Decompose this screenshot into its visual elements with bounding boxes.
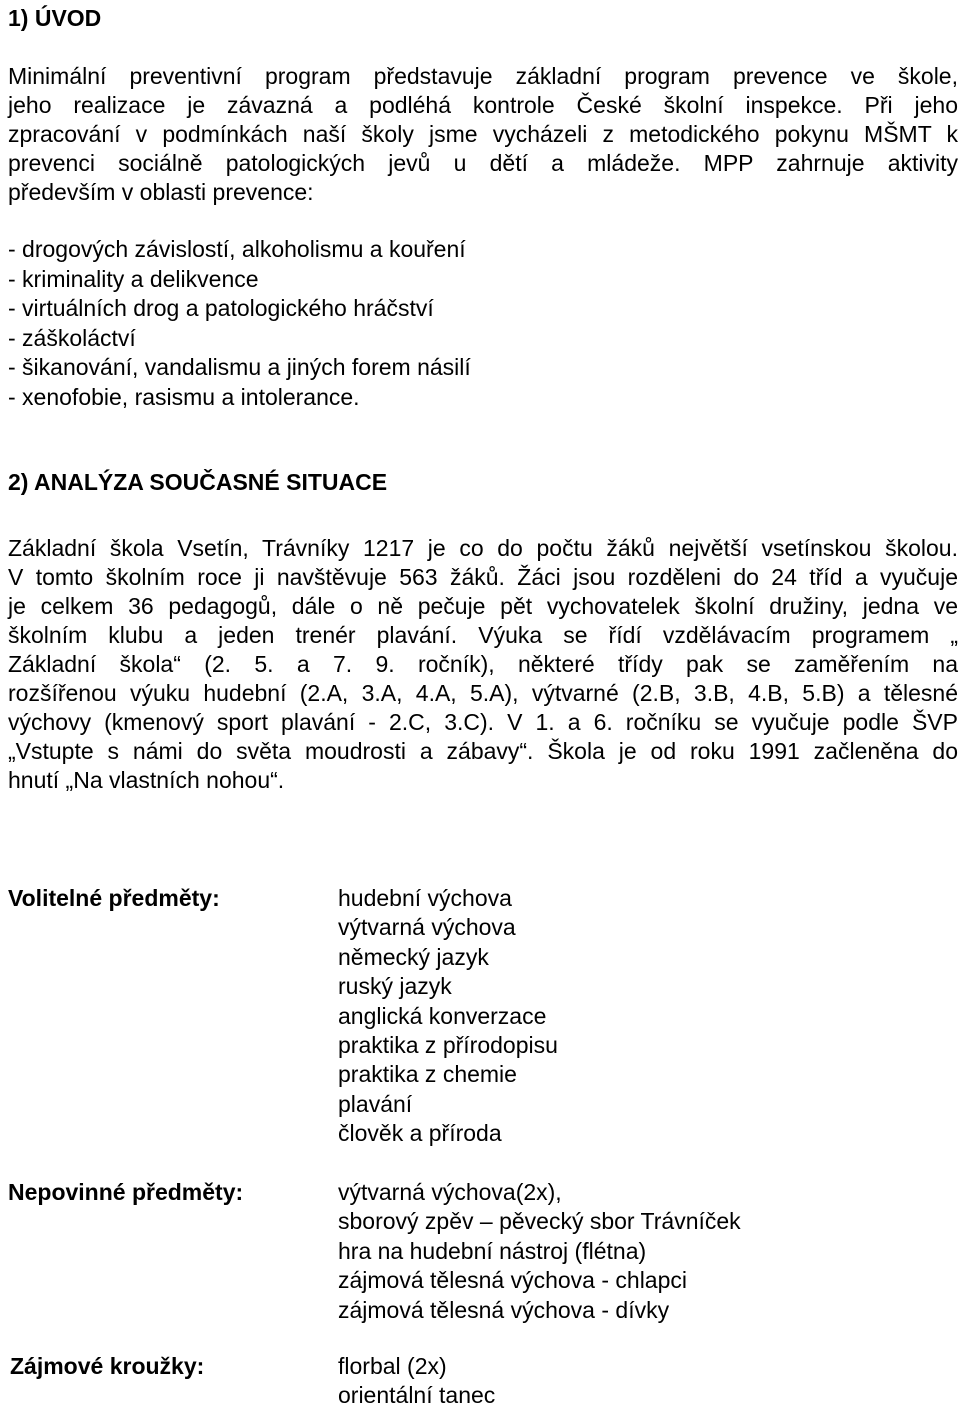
optional-subject-item: sborový zpěv – pěvecký sbor Trávníček (338, 1208, 741, 1235)
elective-subject-item: praktika z chemie (338, 1061, 517, 1088)
section1-heading: 1) ÚVOD (8, 5, 102, 31)
optional-subject-item: zájmová tělesná výchova - dívky (338, 1296, 670, 1323)
analysis-line: je celkem 36 pedagogů, dále o ně pečuje pět vychovatelek školní družiny, jedna ve (8, 593, 958, 619)
club-item: orientální tanec (338, 1382, 496, 1409)
elective-subjects-label: Volitelné předměty: (8, 885, 220, 911)
analysis-line: Základní škola Vsetín, Trávníky 1217 je co do počtu žáků největší vsetínskou školou. (8, 535, 958, 561)
analysis-line: V tomto školním roce ji navštěvuje 563 žáků. Žáci jsou rozděleni do 24 tříd a vyučuje (8, 564, 958, 590)
prevention-list (8, 235, 471, 412)
intro-paragraph (8, 62, 958, 207)
elective-subject-item: člověk a příroda (338, 1120, 502, 1147)
prevention-item: - šikanování, vandalismu a jiných forem násilí (8, 354, 471, 380)
intro-line: Minimální preventivní program představuje základní program prevence ve škole, (8, 63, 958, 89)
elective-subject-item: výtvarná výchova (338, 914, 516, 941)
optional-subject-item: výtvarná výchova(2x), (338, 1179, 562, 1205)
elective-subject-item: praktika z přírodopisu (338, 1032, 558, 1059)
analysis-line: hnutí „Na vlastních nohou“. (8, 767, 285, 793)
elective-subject-item: plavání (338, 1090, 413, 1117)
analysis-line: Základní škola“ (2. 5. a 7. 9. ročník), některé třídy pak se zaměřením na (8, 651, 958, 677)
elective-subject-item: německý jazyk (338, 943, 489, 970)
analysis-line: školním klubu a jeden trenér plavání. Výuka se řídí vzdělávacím programem „ (8, 622, 958, 648)
elective-subject-item: anglická konverzace (338, 1002, 547, 1029)
analysis-line: rozšířenou výuku hudební (2.A, 3.A, 4.A, 5.A), výtvarné (2.B, 3.B, 4.B, 5.B) a tělesné (8, 680, 958, 706)
optional-subject-item: hra na hudební nástroj (flétna) (338, 1237, 647, 1264)
optional-subjects-label: Nepovinné předměty: (8, 1179, 244, 1205)
elective-subjects-list (338, 884, 558, 1149)
analysis-line: výchovy (kmenový sport plavání - 2.C, 3.C). V 1. a 6. ročníku se vyučuje podle ŠVP (8, 709, 958, 735)
clubs-label: Zájmové kroužky: (10, 1353, 205, 1379)
optional-subjects-list (338, 1178, 741, 1325)
intro-line: především v oblasti prevence: (8, 179, 314, 205)
elective-subject-item: ruský jazyk (338, 973, 452, 1000)
clubs-list (338, 1352, 495, 1411)
analysis-line: „Vstupte s námi do světa moudrosti a zábavy“. Škola je od roku 1991 začleněna do (8, 738, 958, 764)
club-item: florbal (2x) (338, 1353, 447, 1379)
prevention-item: - xenofobie, rasismu a intolerance. (8, 383, 360, 410)
intro-line: zpracování v podmínkách naší školy jsme vycházeli z metodického pokynu MŠMT k (8, 121, 958, 147)
analysis-paragraph (8, 534, 958, 795)
intro-line: prevenci sociálně patologických jevů u dětí a mládeže. MPP zahrnuje aktivity (8, 150, 958, 176)
prevention-item: - kriminality a delikvence (8, 265, 259, 292)
prevention-item: - drogových závislostí, alkoholismu a kouření (8, 236, 466, 262)
prevention-item: - záškoláctví (8, 324, 136, 351)
elective-subject-item: hudební výchova (338, 885, 512, 911)
section2-heading: 2) ANALÝZA SOUČASNÉ SITUACE (8, 469, 388, 495)
prevention-item: - virtuálních drog a patologického hráčství (8, 295, 434, 321)
optional-subject-item: zájmová tělesná výchova - chlapci (338, 1267, 687, 1294)
intro-line: jeho realizace je závazná a podléhá kontrole České školní inspekce. Při jeho (8, 92, 958, 118)
